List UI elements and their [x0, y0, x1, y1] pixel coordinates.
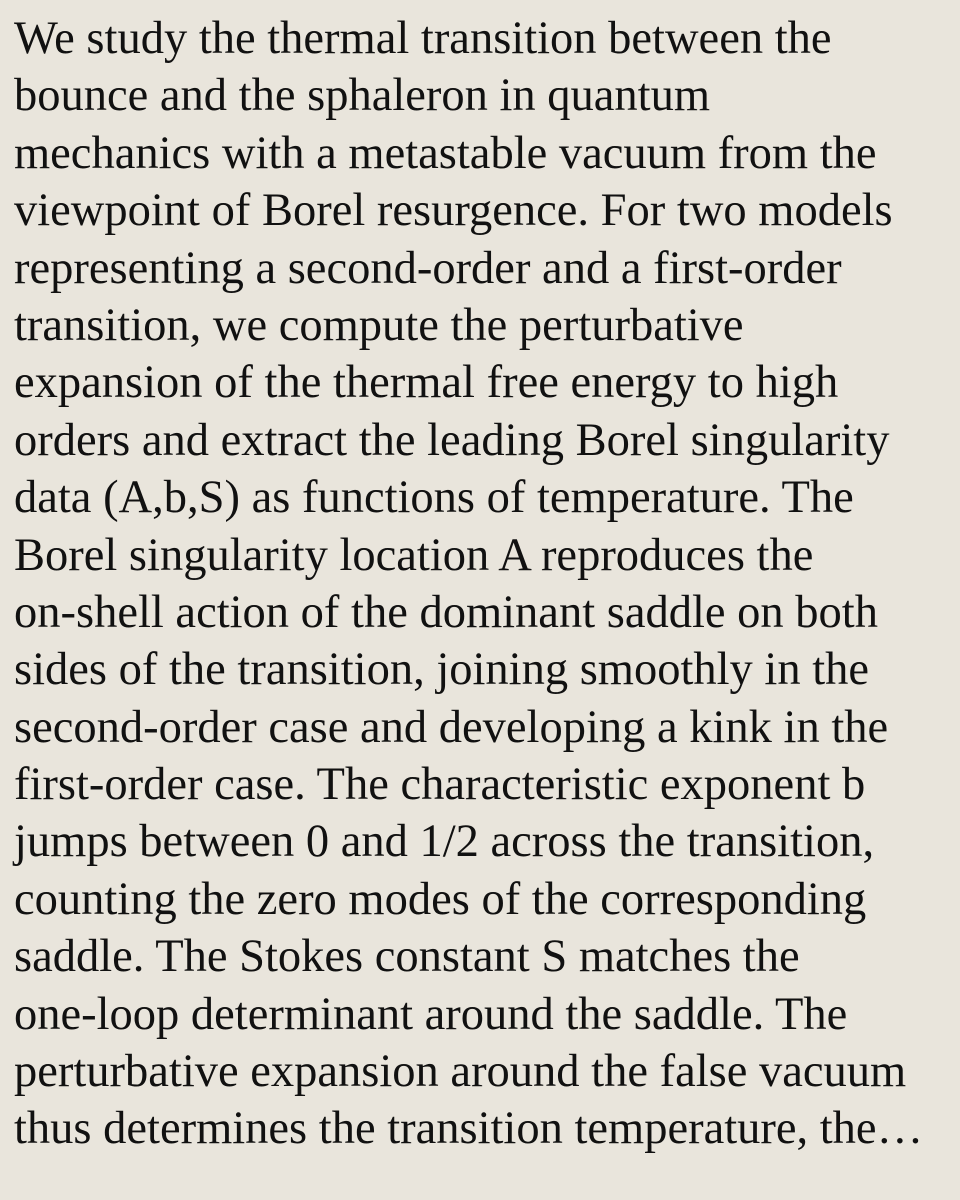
text-line: data (A,b,S) as functions of temperature. The — [14, 472, 854, 524]
text-line: Borel singularity location A reproduces the — [14, 529, 814, 581]
text-line: bounce and the sphaleron in quantum — [14, 70, 711, 122]
abstract-text — [14, 10, 954, 1158]
text-line: one-loop determinant around the saddle. The — [14, 988, 848, 1040]
text-line: on-shell action of the dominant saddle on both — [14, 586, 878, 638]
text-line: viewpoint of Borel resurgence. For two models — [14, 185, 893, 237]
text-line: transition, we compute the perturbative — [14, 299, 744, 351]
text-line: second-order case and developing a kink in the — [14, 701, 889, 753]
text-line: saddle. The Stokes constant S matches the — [14, 931, 800, 983]
text-line: counting the zero modes of the corresponding — [14, 873, 867, 925]
text-line: representing a second-order and a first-order — [14, 242, 842, 294]
text-line: sides of the transition, joining smoothly in the — [14, 644, 870, 696]
text-line: first-order case. The characteristic exponent b — [14, 759, 866, 811]
text-line: We study the thermal transition between the — [14, 13, 832, 64]
text-line: jumps between 0 and 1/2 across the transition, — [14, 816, 875, 868]
text-line: orders and extract the leading Borel singularity — [14, 414, 890, 466]
text-line: mechanics with a metastable vacuum from the — [14, 127, 877, 179]
text-line: perturbative expansion around the false vacuum — [14, 1046, 907, 1098]
text-line: expansion of the thermal free energy to high — [14, 357, 839, 409]
text-line: thus determines the transition temperature, the… — [14, 1103, 924, 1155]
